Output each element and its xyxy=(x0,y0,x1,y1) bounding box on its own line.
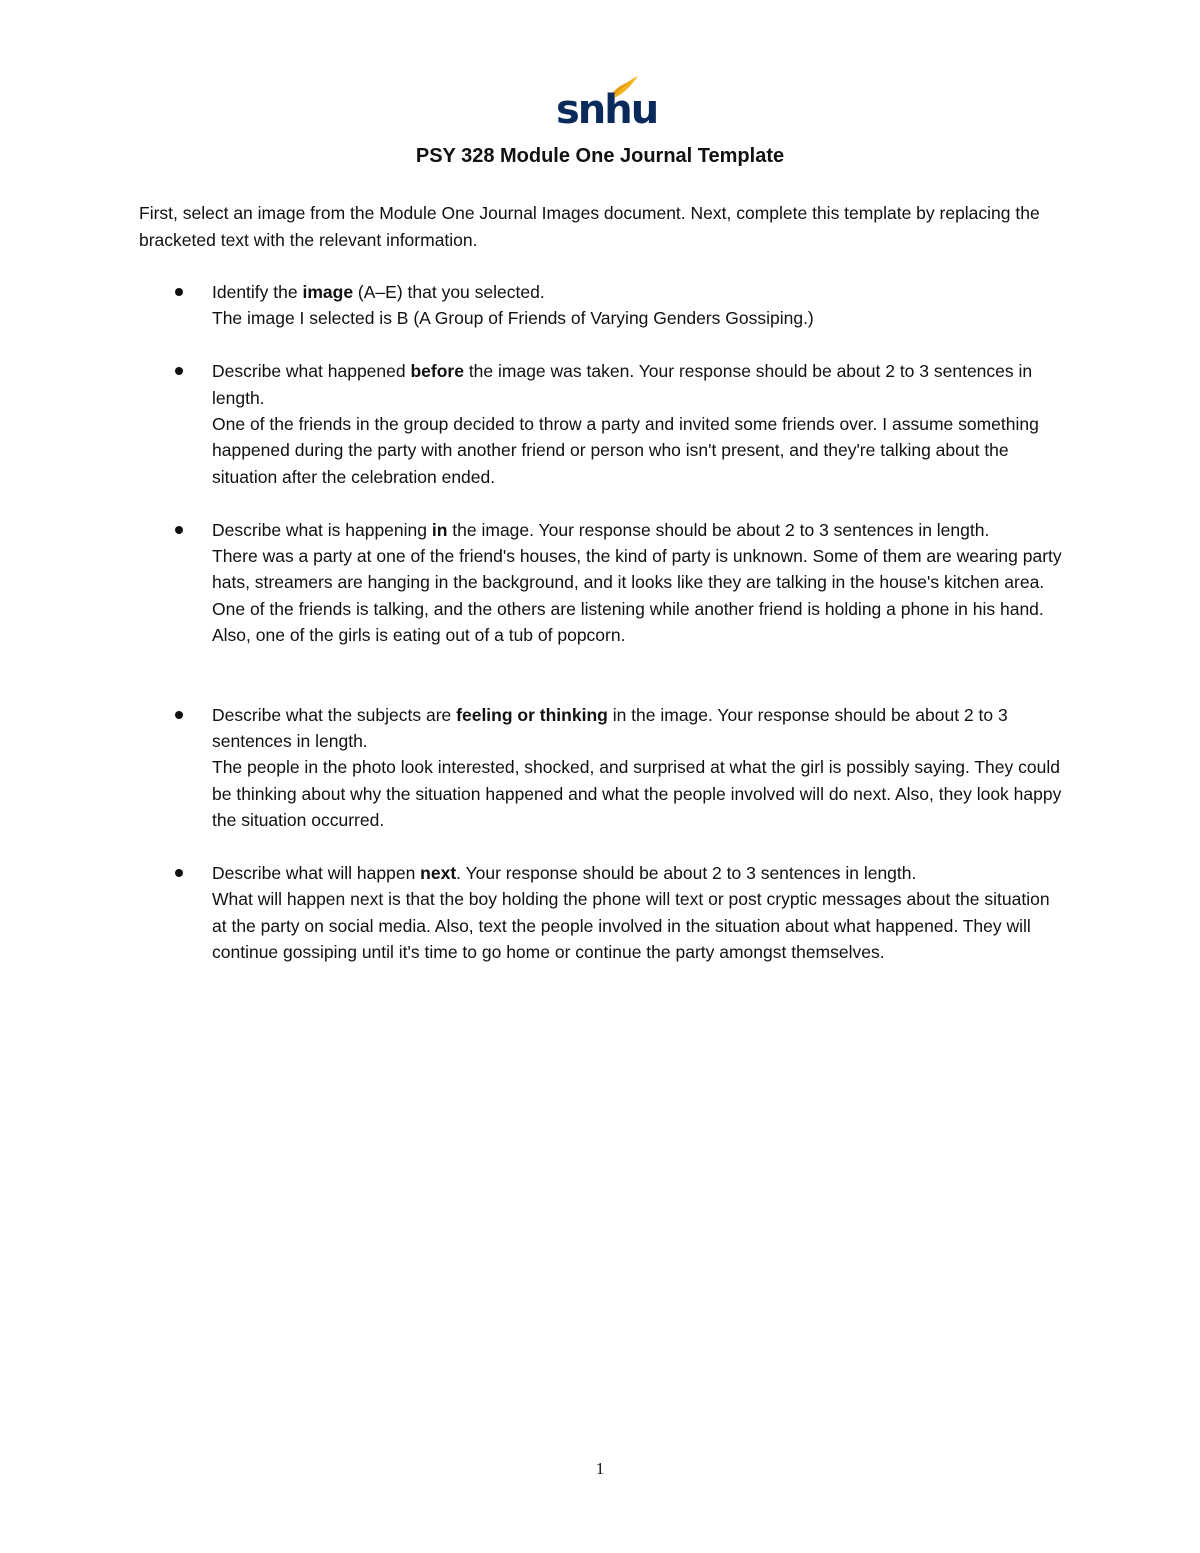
bullet-icon xyxy=(175,526,183,534)
item-prompt: Describe what will happen next. Your response should be about 2 to 3 sentences in length. xyxy=(212,863,917,884)
bullet-icon xyxy=(175,367,183,375)
list-item xyxy=(139,702,1064,834)
item-answer: One of the friends in the group decided to throw a party and invited some friends over. I assume something happened during the party with another friend or person who isn't present, and they're talking about the situation after the celebration ended. xyxy=(212,414,1039,487)
item-prompt: Describe what the subjects are feeling or thinking in the image. Your response should be about 2 to 3 sentences in length. xyxy=(212,704,1008,752)
intro-paragraph: First, select an image from the Module One Journal Images document. Next, complete this template by replacing the bracketed text with the relevant information. xyxy=(139,203,1040,250)
list-item xyxy=(139,358,1064,490)
logo-wordmark: snhu xyxy=(556,87,658,133)
document-title: PSY 328 Module One Journal Template xyxy=(415,145,785,167)
bullet-icon xyxy=(175,288,183,296)
item-answer: What will happen next is that the boy holding the phone will text or post cryptic messages about the situation at the party on social media. Also, text the people involved in the situation about what happened. They will continue gossiping until it's time to go home or continue the party amongst themselves. xyxy=(212,889,1050,963)
item-prompt: Identify the image (A–E) that you selected. xyxy=(212,282,545,302)
item-answer: The people in the photo look interested, shocked, and surprised at what the girl is possibly saying. They could be thinking about why the situation happened and what the people involved will do next. Also, they look happy the situation occurred. xyxy=(212,757,1062,831)
snhu-logo xyxy=(552,74,658,134)
list-item xyxy=(139,517,1064,649)
item-answer: The image I selected is B (A Group of Friends of Varying Genders Gossiping.) xyxy=(212,308,814,329)
question-list xyxy=(139,279,1064,992)
page-number: 1 xyxy=(595,1459,605,1478)
list-item xyxy=(139,279,1064,332)
item-answer: There was a party at one of the friend's houses, the kind of party is unknown. Some of them are wearing party hats, streamers are hanging in the background, and it looks like they are talking in the house's kitchen area. One of the friends is talking, and the others are listening while another friend is holding a phone in his hand. Also, one of the girls is eating out of a tub of popcorn. xyxy=(212,546,1062,646)
item-prompt: Describe what is happening in the image. Your response should be about 2 to 3 sentences in length. xyxy=(212,519,990,540)
bullet-icon xyxy=(175,711,183,719)
item-prompt: Describe what happened before the image was taken. Your response should be about 2 to 3 sentences in length. xyxy=(212,361,1033,408)
list-item xyxy=(139,860,1064,966)
bullet-icon xyxy=(175,869,183,877)
